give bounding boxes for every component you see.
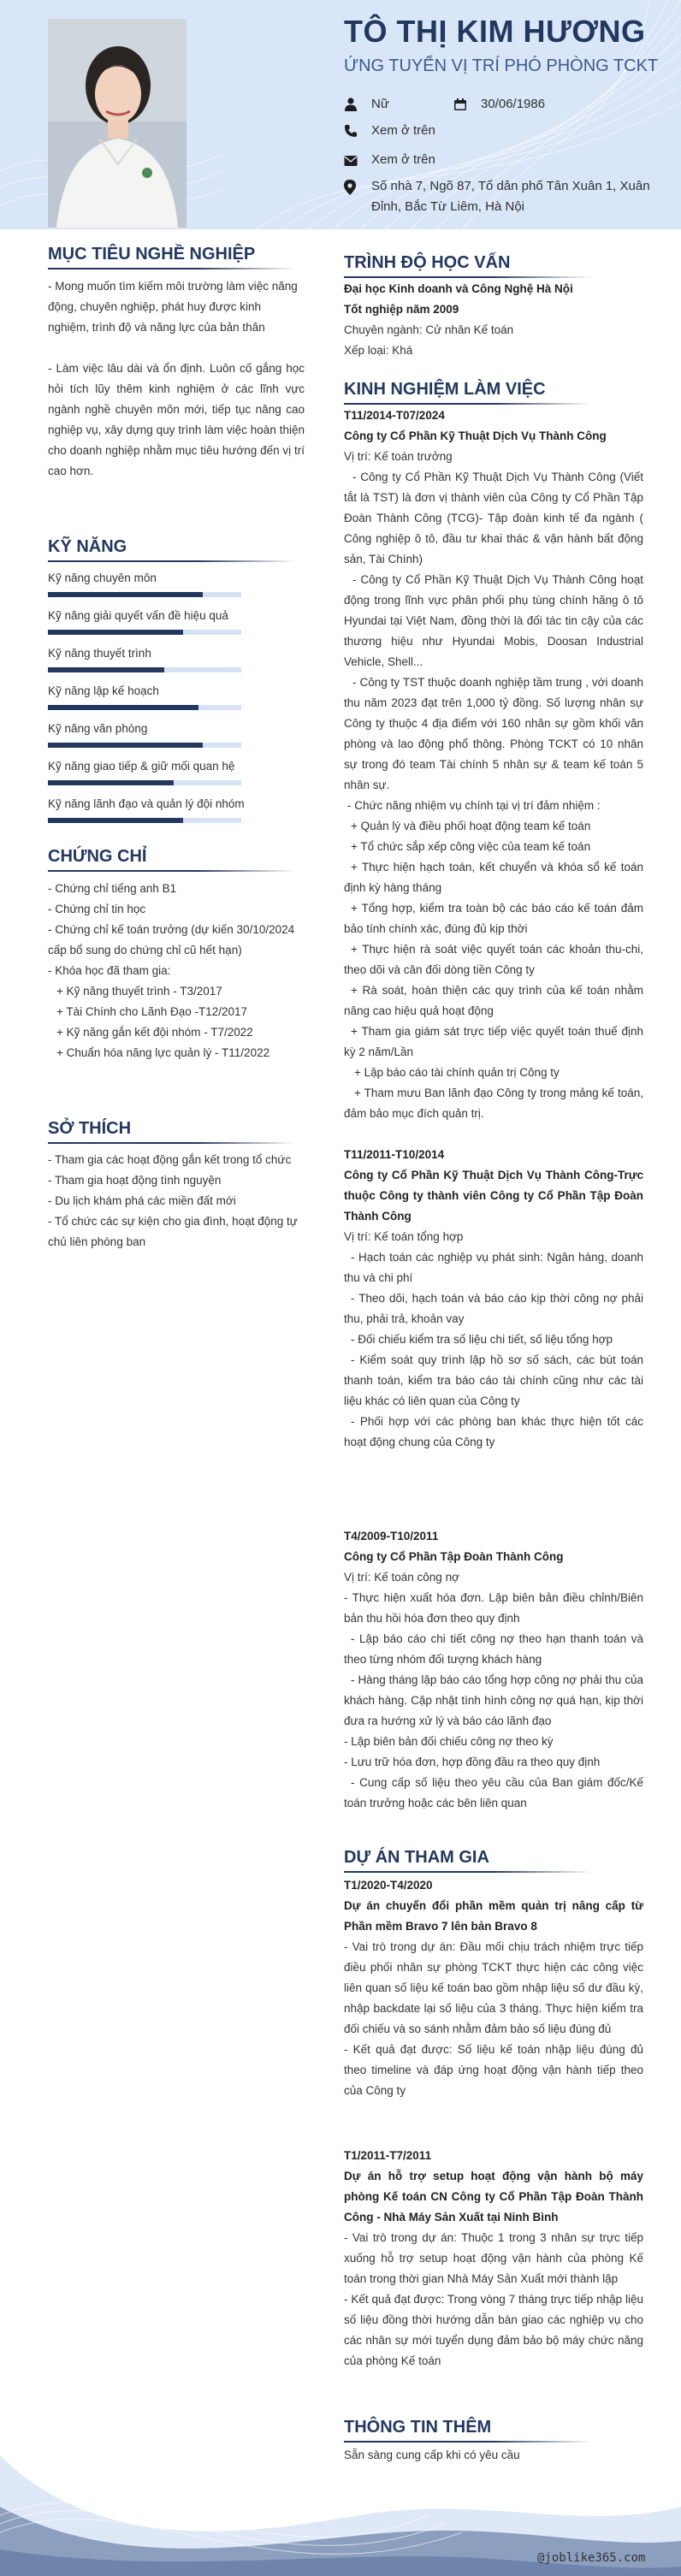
- location-pin-icon: [344, 176, 371, 202]
- education-school: Đại học Kinh doanh và Công Nghệ Hà Nội: [344, 282, 573, 295]
- course-item: + Kỹ năng gắn kết đội nhóm - T7/2022: [56, 1026, 253, 1039]
- gender-value: Nữ: [371, 97, 389, 111]
- additional-text: Sẵn sàng cung cấp khi có yêu cầu: [344, 2449, 520, 2461]
- project-result: - Kết quả đạt được: Trong vòng 7 tháng trực tiếp nhập liệu số liệu đồng thời hướng dẫn bàn giao các nghiệp vụ cho các nhân sự mới tuyển dụng đảm bảo bộ máy chức năng của phòng Kế toán: [344, 2293, 643, 2367]
- skill-bar: [48, 705, 241, 710]
- skill-label: Kỹ năng giải quyết vấn đề hiệu quả: [48, 609, 228, 622]
- email-value: Xem ở trên: [371, 152, 435, 167]
- education-graduated: Tốt nghiệp năm 2009: [344, 303, 459, 316]
- skill-bar: [48, 780, 241, 785]
- skill-label: Kỹ năng văn phòng: [48, 722, 148, 735]
- job-desc: - Hàng tháng lập báo cáo tổng hợp công nợ phải thu của khách hàng. Cập nhật tình hình công nợ quá hạn, kịp thời đưa ra hướng xử lý và báo cáo lãnh đạo: [344, 1673, 643, 1727]
- job-desc: - Công ty TST thuộc doanh nghiệp tầm trung , với doanh thu năm 2023 đạt trên 1,000 tỷ đồng. Số lượng nhân sự Công ty thuộc 4 địa điểm với 160 nhân sự gồm khối văn phòng và lao động phổ thông. Phòng TCKT có 10 nhân sự trong đó team Tài chính 5 nhân sự & team kế toán 5 nhân sự.: [344, 676, 643, 791]
- experience-title: KINH NGHIỆM LÀM VIỆC: [344, 380, 546, 399]
- certificate-item: - Chứng chỉ kế toán trưởng (dự kiến 30/10/2024 cấp bổ sung do chứng chỉ cũ hết hạn): [48, 923, 295, 956]
- contact-email: [344, 150, 435, 174]
- objective-title: MỤC TIÊU NGHỀ NGHIỆP: [48, 245, 256, 264]
- experience-job-1: [344, 406, 643, 1124]
- job-desc: - Lập báo cáo chi tiết công nợ theo hạn thanh toán và theo từng nhóm đối tượng khách hàng: [344, 1632, 643, 1666]
- skill-bar-fill: [48, 818, 183, 823]
- education-major: Chuyên ngành: Cử nhân Kế toán: [344, 323, 514, 336]
- project-role: - Vai trò trong dự án: Đầu mối chịu trách nhiệm trực tiếp điều phối nhân sự phòng TCKT thực hiện các công việc liên quan số liệu kế toán bao gồm nhập liệu số dư đầu kỳ, nhập backdate lại số liệu của 3 tháng. Thực hiện kiểm tra đối chiếu và so sánh nhằm đảm bảo số liệu đúng đủ: [344, 1940, 643, 2035]
- job-duty: + Tổ chức sắp xếp công việc của team kế toán: [351, 840, 591, 853]
- job-company: Công ty Cổ Phần Tập Đoàn Thành Công: [344, 1550, 564, 1563]
- contact-address: [344, 176, 662, 217]
- applied-position: ỨNG TUYỂN VỊ TRÍ PHÓ PHÒNG TCKT: [344, 56, 659, 75]
- header: [0, 0, 681, 229]
- skill-bar-fill: [48, 667, 164, 672]
- job-company: Công ty Cổ Phần Kỹ Thuật Dịch Vụ Thành Công-Trực thuộc Công ty thành viên Công ty Cổ Phần Tập Đoàn Thành Công: [344, 1169, 643, 1223]
- objective-paragraph-2: - Làm việc lâu dài và ổn định. Luôn cố gắng học hỏi tích lũy thêm kinh nghiệm ở các lĩnh vực ngành nghề chuyên môn mới, tiếp tục nâng cao nghiệp vụ, xây dựng quy trình làm việc hoàn thiện cho doanh nghiệp nhằm mục tiêu hướng đến vị trí cao hơn.: [48, 362, 305, 477]
- skill-bar-fill: [48, 743, 203, 748]
- job-desc: - Lập biên bản đối chiếu công nợ theo kỳ: [344, 1735, 554, 1748]
- calendar-icon: [453, 94, 481, 118]
- experience-job-2: [344, 1145, 643, 1453]
- job-period: T4/2009-T10/2011: [344, 1530, 439, 1543]
- job-desc: - Công ty Cổ Phần Kỹ Thuật Dịch Vụ Thành Công hoạt động trong lĩnh vực phân phối phụ tùng chính hãng ô tô Hyundai tại Việt Nam, đồng thời là đối tác tin cậy của các thương hiệu như Hyundai Mobis, Doosan Industrial Vehicle, Shell...: [344, 573, 643, 668]
- person-icon: [344, 94, 371, 118]
- course-item: + Kỹ năng thuyết trình - T3/2017: [56, 985, 222, 998]
- project-period: T1/2011-T7/2011: [344, 2149, 432, 2162]
- job-duty: + Rà soát, hoàn thiện các quy trình của kế toán nhằm nâng cao hiệu quả hoạt động: [344, 984, 643, 1017]
- skill-bar-fill: [48, 630, 183, 635]
- certificates-title: CHỨNG CHỈ: [48, 847, 147, 866]
- job-desc: - Lưu trữ hóa đơn, hợp đồng đầu ra theo quy định: [344, 1756, 601, 1768]
- certificate-item: - Khóa học đã tham gia:: [48, 964, 171, 977]
- education-divider: [344, 276, 592, 278]
- skill-bar-fill: [48, 780, 174, 785]
- skill-bar-fill: [48, 592, 203, 597]
- course-item: + Tài Chính cho Lãnh Đạo -T12/2017: [56, 1005, 248, 1018]
- project-name: Dự án chuyển đổi phần mềm quản trị nâng cấp từ Phần mềm Bravo 7 lên bản Bravo 8: [344, 1899, 643, 1933]
- objective-divider: [48, 268, 296, 269]
- job-desc: - Thực hiện xuất hóa đơn. Lập biên bản điều chỉnh/Biên bản thu hồi hóa đơn theo quy định: [344, 1591, 643, 1625]
- project-name: Dự án hỗ trợ setup hoạt động vận hành bộ máy phòng Kế toán CN Công ty Cổ Phần Tập Đoàn Thành Công - Nhà Máy Sản Xuất tại Ninh Bình: [344, 2170, 643, 2224]
- experience-job-3: [344, 1526, 643, 1814]
- project-2: [344, 2146, 643, 2372]
- birthday-value: 30/06/1986: [481, 97, 546, 111]
- phone-icon: [344, 121, 371, 145]
- education-title: TRÌNH ĐỘ HỌC VẤN: [344, 253, 511, 272]
- objective-paragraph-1: - Mong muốn tìm kiếm môi trường làm việc năng động, chuyên nghiệp, phát huy được kinh nghiệm, trình độ và năng lực của bản thân: [48, 280, 298, 334]
- job-desc: - Chức năng nhiệm vụ chính tại vị trí đảm nhiệm :: [347, 799, 601, 812]
- job-company: Công ty Cổ Phần Kỹ Thuật Dịch Vụ Thành Công: [344, 429, 607, 442]
- project-role: - Vai trò trong dự án: Thuộc 1 trong 3 nhân sự trực tiếp xuống hỗ trợ setup hoạt động vận hành của phòng Kế toán trong thời gian Nhà Máy Sản Xuất mới thành lập: [344, 2231, 643, 2285]
- address-value: Số nhà 7, Ngõ 87, Tổ dân phố Tân Xuân 1, Xuân Đỉnh, Bắc Từ Liêm, Hà Nội: [371, 179, 650, 214]
- job-desc: - Hạch toán các nghiệp vụ phát sinh: Ngân hàng, doanh thu và chi phí: [344, 1251, 643, 1284]
- job-duty: + Thực hiện hạch toán, kết chuyển và khóa sổ kế toán định kỳ hàng tháng: [344, 861, 643, 894]
- experience-divider: [344, 403, 592, 405]
- job-period: T11/2011-T10/2014: [344, 1148, 445, 1161]
- course-item: + Chuẩn hóa năng lực quản lý - T11/2022: [56, 1046, 270, 1059]
- skill-label: Kỹ năng lãnh đạo và quản lý đội nhóm: [48, 797, 245, 810]
- job-duty: + Lập báo cáo tài chính quản trị Công ty: [354, 1066, 560, 1079]
- skill-bar-fill: [48, 705, 198, 710]
- project-1: [344, 1875, 643, 2101]
- hobbies-divider: [48, 1142, 296, 1144]
- profile-photo: [48, 19, 187, 228]
- skills-title: KỸ NĂNG: [48, 537, 127, 556]
- job-duty: + Tham gia giám sát trực tiếp việc quyết toán thuế định kỳ 2 năm/Lần: [344, 1025, 643, 1058]
- hobby-item: - Tổ chức các sự kiện cho gia đình, hoạt động tự chủ liên phòng ban: [48, 1215, 298, 1248]
- skill-bar: [48, 743, 241, 748]
- job-duty: + Tổng hợp, kiểm tra toàn bộ các báo cáo kế toán đảm bảo tính chính xác, đúng đủ kịp thời: [344, 902, 643, 935]
- contact-gender-birthday: [344, 94, 545, 118]
- phone-value: Xem ở trên: [371, 123, 435, 138]
- skill-bar: [48, 630, 241, 635]
- certificate-item: - Chứng chỉ tin học: [48, 903, 146, 915]
- job-role: Vị trí: Kế toán tổng hợp: [344, 1230, 464, 1243]
- education-body: [344, 279, 643, 361]
- job-desc: - Đối chiếu kiểm tra số liệu chi tiết, số liệu tổng hợp: [351, 1333, 613, 1346]
- job-desc: - Cung cấp số liệu theo yêu cầu của Ban giám đốc/Kế toán trưởng hoặc các bên liên quan: [344, 1776, 643, 1809]
- projects-divider: [344, 1871, 592, 1873]
- skill-bar: [48, 667, 241, 672]
- projects-title: DỰ ÁN THAM GIA: [344, 1848, 489, 1867]
- skill-label: Kỹ năng giao tiếp & giữ mối quan hệ: [48, 760, 235, 773]
- job-duty: + Quản lý và điều phối hoạt động team kế toán: [351, 820, 591, 832]
- skill-label: Kỹ năng thuyết trình: [48, 647, 151, 660]
- job-desc: - Theo dõi, hạch toán và báo cáo kịp thời công nợ phải thu, phải trả, khoản vay: [344, 1292, 643, 1325]
- job-desc: - Kiểm soát quy trình lập hồ sơ số sách, các bút toán thanh toán, kiểm tra báo cáo tài chính cũng như các tài liệu khác có liên quan của Công ty: [344, 1353, 643, 1407]
- objective-body: [48, 276, 305, 482]
- skill-label: Kỹ năng chuyên môn: [48, 571, 157, 584]
- job-desc: - Phối hợp với các phòng ban khác thực hiện tốt các hoạt động chung của Công ty: [344, 1415, 643, 1448]
- hobby-item: - Tham gia hoạt động tình nguyện: [48, 1174, 222, 1187]
- job-duty: + Tham mưu Ban lãnh đạo Công ty trong mảng kế toán, đảm bảo mục đích quản trị.: [344, 1087, 643, 1120]
- hobbies-list: [48, 1150, 313, 1252]
- skills-divider: [48, 560, 296, 562]
- certificates-divider: [48, 870, 296, 872]
- skill-bar: [48, 818, 241, 823]
- job-role: Vị trí: Kế toán trưởng: [344, 450, 453, 463]
- project-period: T1/2020-T4/2020: [344, 1879, 433, 1892]
- skill-bar: [48, 592, 241, 597]
- job-duty: + Thực hiện rà soát việc quyết toán các khoản thu-chi, theo dõi và cân đối dòng tiền Công ty: [344, 943, 643, 976]
- additional-title: THÔNG TIN THÊM: [344, 2418, 492, 2437]
- hobby-item: - Tham gia các hoạt động gắn kết trong tổ chức: [48, 1153, 292, 1166]
- hobby-item: - Du lịch khám phá các miền đất mới: [48, 1194, 236, 1207]
- certificate-item: - Chứng chỉ tiếng anh B1: [48, 882, 177, 895]
- job-role: Vị trí: Kế toán công nợ: [344, 1571, 459, 1584]
- candidate-name: TÔ THỊ KIM HƯƠNG: [344, 14, 646, 49]
- job-desc: - Công ty Cổ Phần Kỹ Thuật Dịch Vụ Thành Công (Viết tắt là TST) là đơn vị thành viên của Công ty Cổ Phần Tập Đoàn Thành Công (TCG)- Tập đoàn kinh tế đa ngành ( Công nghiệp ô tô, đầu tư khai thác & vận hành bất động sản, Tài Chính): [344, 471, 643, 566]
- project-result: - Kết quả đạt được: Số liệu kế toán nhập liệu đúng đủ theo timeline và đáp ứng hoạt động vận hành tiếp theo của Công ty: [344, 2043, 643, 2097]
- hobbies-title: SỞ THÍCH: [48, 1119, 132, 1138]
- watermark: @joblike365.com: [537, 2551, 646, 2565]
- skill-label: Kỹ năng lập kế hoạch: [48, 684, 159, 697]
- job-period: T11/2014-T07/2024: [344, 409, 445, 422]
- contact-phone: [344, 121, 435, 145]
- certificates-list: [48, 879, 313, 1063]
- envelope-icon: [344, 150, 371, 174]
- education-rank: Xếp loại: Khá: [344, 344, 413, 357]
